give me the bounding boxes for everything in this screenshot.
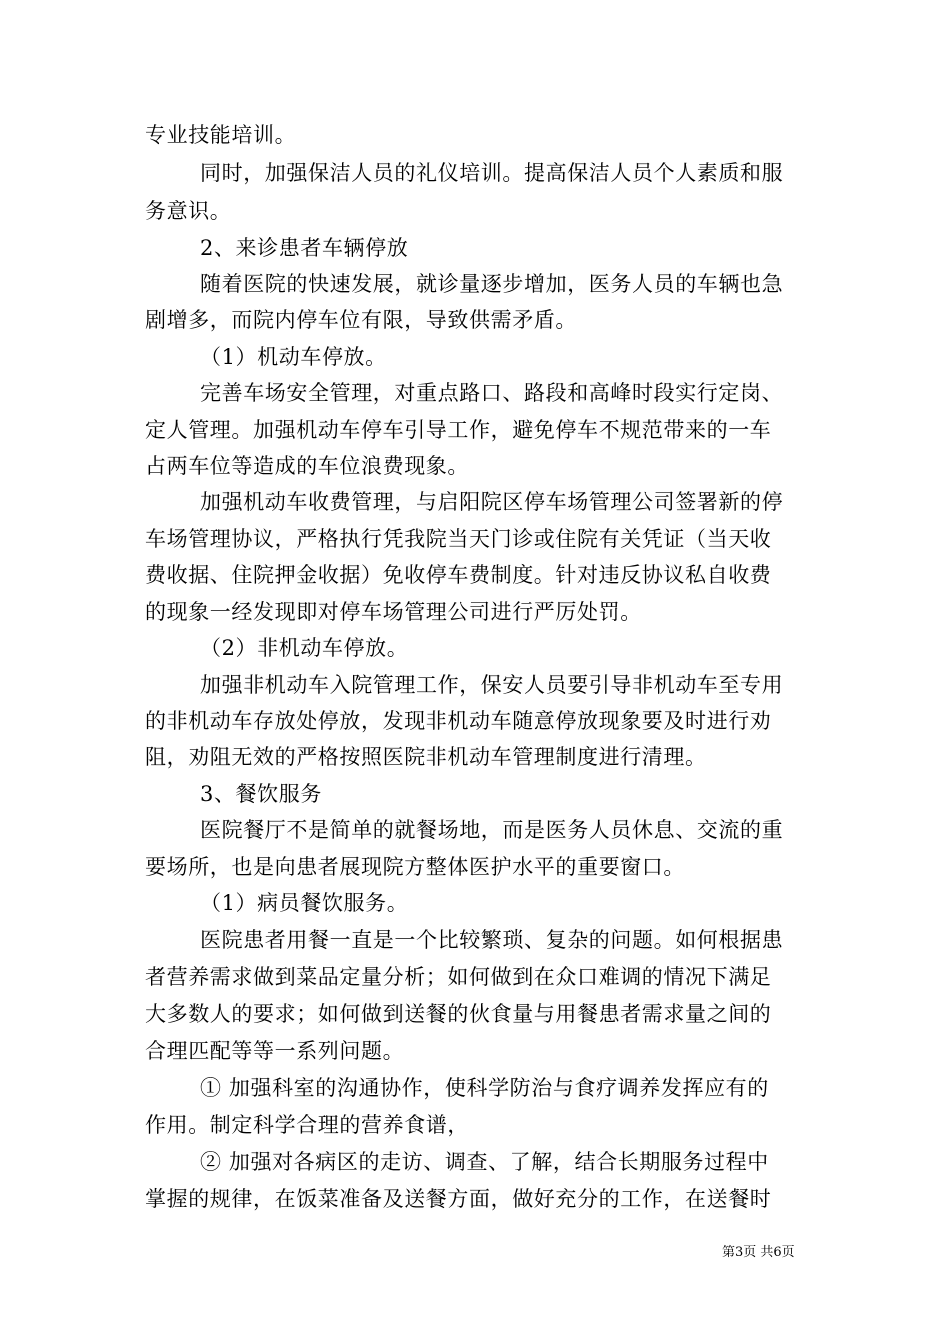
text-line: 完善车场安全管理，对重点路口、路段和高峰时段实行定岗、	[200, 381, 784, 405]
text-line: 掌握的规律，在饭菜准备及送餐方面，做好充分的工作，在送餐时	[145, 1187, 772, 1211]
text-line: 费收据、住院押金收据）免收停车费制度。针对违反协议私自收费	[145, 563, 772, 587]
text-line: 医院餐厅不是简单的就餐场地，而是医务人员休息、交流的重	[200, 818, 784, 842]
text-line: 加强非机动车入院管理工作，保安人员要引导非机动车至专用	[200, 673, 784, 697]
text-line: 的非机动车存放处停放，发现非机动车随意停放现象要及时进行劝	[145, 709, 772, 733]
text-line: 大多数人的要求；如何做到送餐的伙食量与用餐患者需求量之间的	[145, 1002, 772, 1026]
text-line: 2、来诊患者车辆停放	[200, 236, 409, 260]
text-line: （2）非机动车停放。	[200, 636, 409, 660]
text-line: 随着医院的快速发展，就诊量逐步增加，医务人员的车辆也急	[200, 272, 784, 296]
text-line: 车场管理协议，严格执行凭我院当天门诊或住院有关凭证（当天收	[145, 527, 772, 551]
text-line: 同时，加强保洁人员的礼仪培训。提高保洁人员个人素质和服	[200, 161, 784, 185]
text-line: 阻，劝阻无效的严格按照医院非机动车管理制度进行清理。	[145, 745, 707, 769]
text-line: 定人管理。加强机动车停车引导工作，避免停车不规范带来的一车	[145, 418, 772, 442]
text-line: 作用。制定科学合理的营养食谱，	[145, 1113, 469, 1137]
text-line: 合理匹配等等一系列问题。	[145, 1039, 405, 1063]
text-line: 占两车位等造成的车位浪费现象。	[145, 454, 469, 478]
text-line: 要场所，也是向患者展现院方整体医护水平的重要窗口。	[145, 855, 685, 879]
page-number: 第3页 共6页	[722, 1245, 795, 1260]
text-line: （1）机动车停放。	[200, 345, 387, 369]
text-line: ① 加强科室的沟通协作，使科学防治与食疗调养发挥应有的	[200, 1076, 769, 1100]
text-line: 医院患者用餐一直是一个比较繁琐、复杂的问题。如何根据患	[200, 928, 784, 952]
text-line: （1）病员餐饮服务。	[200, 891, 409, 915]
text-line: 者营养需求做到菜品定量分析；如何做到在众口难调的情况下满足	[145, 965, 772, 989]
text-line: 务意识。	[145, 199, 232, 223]
text-line: 3、餐饮服务	[200, 782, 322, 806]
text-line: 专业技能培训。	[145, 123, 297, 147]
text-line: 加强机动车收费管理，与启阳院区停车场管理公司签署新的停	[200, 490, 784, 514]
text-line: 的现象一经发现即对停车场管理公司进行严厉处罚。	[145, 600, 642, 624]
text-line: 剧增多，而院内停车位有限，导致供需矛盾。	[145, 308, 577, 332]
text-line: ② 加强对各病区的走访、调查、了解，结合长期服务过程中	[200, 1150, 769, 1174]
